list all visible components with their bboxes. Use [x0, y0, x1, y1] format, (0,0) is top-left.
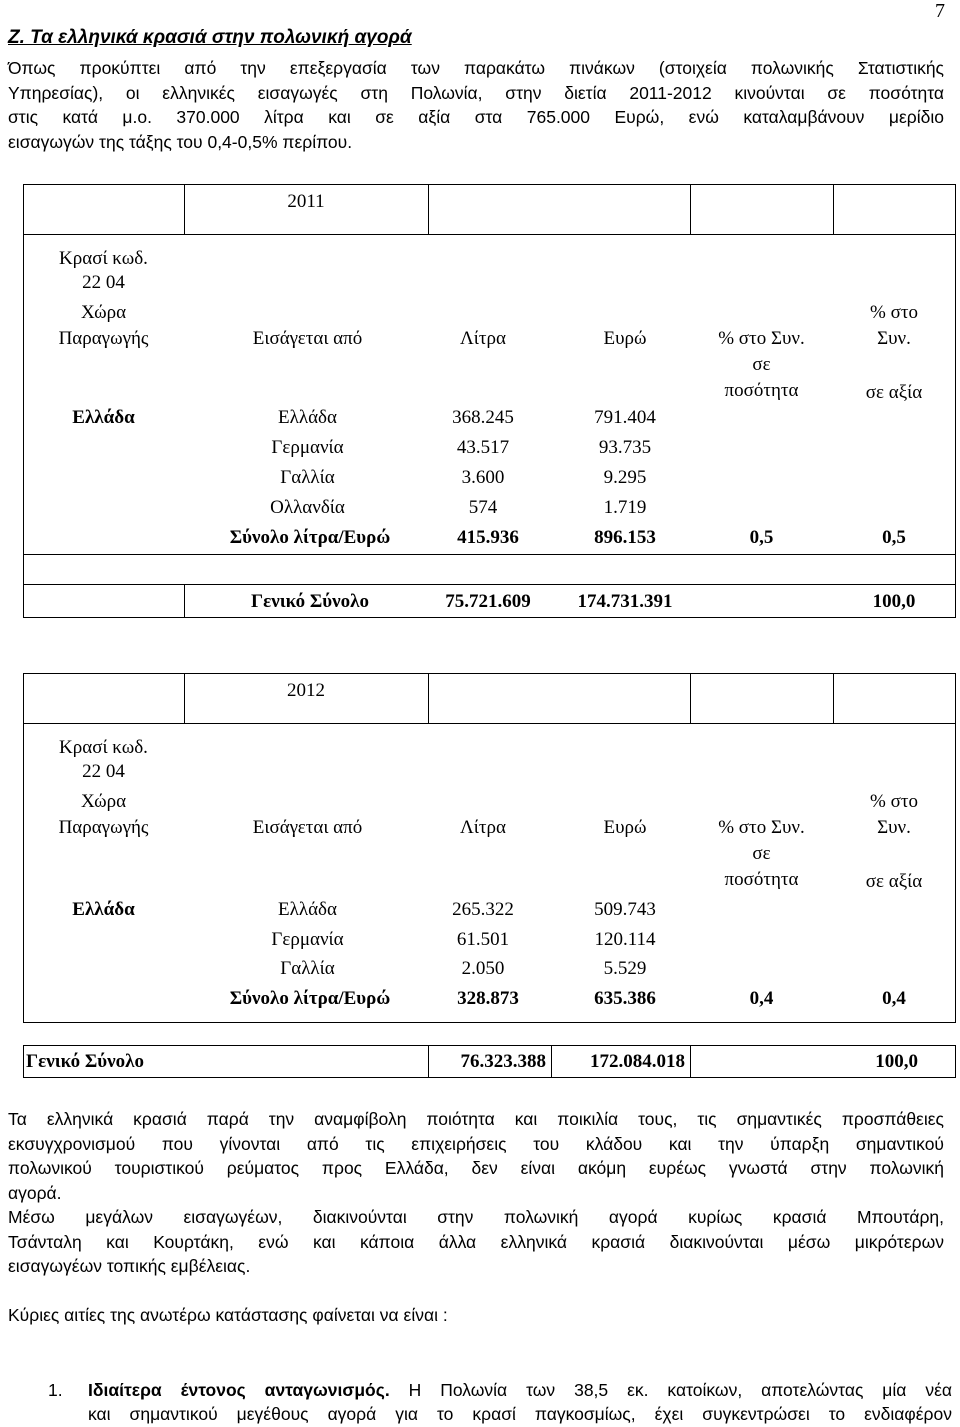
page-number: 7	[935, 0, 945, 22]
country-header: Παραγωγής	[58, 817, 149, 838]
pct-val-header: Συν.	[877, 328, 911, 349]
outro-line: Μέσω μεγάλων εισαγωγέων, διακινούνται στην πολωνική αγορά κυρίως κρασιά Μπουτάρη,	[8, 1207, 944, 1227]
outro-line: εισαγωγέων τοπικής εμβέλειας.	[8, 1256, 251, 1276]
grand-total-litres: 75.721.609	[445, 591, 531, 612]
closing-paragraphs	[8, 1107, 944, 1327]
outro-line: Τσάνταλη και Κουρτάκη, ενώ και κάποια άλλα ελληνικά κρασιά διακινούνται μέσω μικρότερων	[8, 1231, 944, 1252]
wine-code-value: 22 04	[82, 761, 125, 782]
euro-header: Ευρώ	[603, 817, 647, 838]
row-litres: 574	[468, 497, 498, 518]
row-from: Γερμανία	[271, 437, 344, 458]
row-litres: 265.322	[452, 899, 514, 920]
total-pct-val: 0,5	[882, 527, 906, 548]
row-euro: 9.295	[603, 467, 647, 488]
intro-line: Όπως προκύπτει από την επεξεργασία των παρακάτω πινάκων (στοιχεία πολωνικής Στατιστικής	[8, 58, 944, 78]
total-pct-val: 0,4	[882, 988, 906, 1009]
country-header: Χώρα	[80, 791, 127, 812]
pct-qty-header: σε	[752, 354, 771, 375]
pct-val-header: % στο	[870, 302, 918, 323]
total-pct-qty: 0,4	[749, 988, 774, 1009]
row-euro: 791.404	[594, 407, 656, 428]
total-euro: 896.153	[594, 527, 656, 548]
grand-total-pct: 100,0	[875, 1051, 918, 1072]
list-number: 1.	[48, 1380, 63, 1400]
wine-code-label: Κρασί κωδ.	[59, 248, 148, 269]
euro-header: Ευρώ	[603, 328, 647, 349]
list-rest: Η Πολωνία των 38,5 εκ. κατοίκων, αποτελώντας μία νέα	[389, 1380, 952, 1400]
pct-qty-header: ποσότητα	[724, 380, 799, 401]
litres-header: Λίτρα	[460, 817, 506, 838]
outro-line: αγορά.	[8, 1182, 62, 1203]
table-year: 2011	[287, 191, 325, 212]
row-litres: 61.501	[456, 929, 510, 950]
row-euro: 93.735	[598, 437, 652, 458]
litres-header: Λίτρα	[460, 328, 506, 349]
total-euro: 635.386	[594, 988, 656, 1009]
total-label: Σύνολο λίτρα/Ευρώ	[229, 527, 391, 548]
total-litres: 415.936	[457, 527, 519, 548]
country-header: Παραγωγής	[58, 328, 149, 349]
imported-from-header: Εισάγεται από	[252, 328, 363, 349]
country-cell: Ελλάδα	[72, 407, 135, 428]
intro-line: εισαγωγών της τάξης του 0,4-0,5% περίπου.	[8, 131, 353, 152]
pct-qty-header: % στο Συν.	[718, 817, 805, 838]
pct-qty-header: σε	[752, 843, 771, 864]
row-euro: 509.743	[594, 899, 656, 920]
row-from: Ελλάδα	[278, 899, 337, 920]
total-label: Σύνολο λίτρα/Ευρώ	[229, 988, 391, 1009]
total-pct-qty: 0,5	[749, 527, 774, 548]
row-from: Ολλανδία	[270, 497, 345, 518]
row-litres: 3.600	[461, 467, 505, 488]
row-euro: 5.529	[603, 958, 647, 979]
pct-val-header: % στο	[870, 791, 918, 812]
pct-qty-header: ποσότητα	[724, 869, 799, 890]
outro-line: Τα ελληνικά κρασιά παρά την αναμφίβολη ποιότητα και ποικιλία τους, τις σημαντικές προσπάθειες	[8, 1109, 944, 1129]
row-euro: 120.114	[594, 929, 656, 950]
row-from: Γαλλία	[280, 958, 335, 979]
list-bold: Ιδιαίτερα έντονος ανταγωνισμός.	[88, 1380, 390, 1400]
pct-val-header: Συν.	[877, 817, 911, 838]
country-cell: Ελλάδα	[72, 899, 135, 920]
wine-code-label: Κρασί κωδ.	[59, 737, 148, 758]
pct-qty-header: % στο Συν.	[718, 328, 805, 349]
pct-val-header: σε αξία	[865, 871, 923, 892]
outro-line: εκσυγχρονισμού που γίνονται από τις επιχειρήσεις του κλάδου και την ύπαρξη σημαντικού	[8, 1133, 944, 1154]
intro-paragraph	[8, 56, 944, 154]
list-text-line2: και σημαντικού μεγέθους αγορά για το κρασί παγκοσμίως, έχει συγκεντρώσει το ενδιαφέρον	[88, 1404, 952, 1424]
table-year: 2012	[287, 680, 325, 701]
grand-total-euro: 172.084.018	[590, 1051, 685, 1072]
causes-intro: Κύριες αιτίες της ανωτέρω κατάστασης φαίνεται να είναι :	[8, 1304, 448, 1325]
intro-line: Υπηρεσίας), οι ελληνικές εισαγωγές στη Πολωνία, στην διετία 2011-2012 κινούνται σε ποσότητα	[8, 82, 944, 103]
wine-code-value: 22 04	[82, 272, 125, 293]
row-litres: 43.517	[456, 437, 510, 458]
grand-total-litres: 76.323.388	[460, 1051, 546, 1072]
list-text	[88, 1378, 952, 1403]
total-litres: 328.873	[457, 988, 519, 1009]
row-litres: 368.245	[452, 407, 514, 428]
row-from: Γερμανία	[271, 929, 344, 950]
grand-total-label: Γενικό Σύνολο	[251, 591, 369, 612]
outro-line: πολωνικού τουριστικού ρεύματος προς Ελλάδα, δεν είναι ακόμη ευρέως γνωστά στην πολωνική	[8, 1158, 944, 1178]
country-header: Χώρα	[80, 302, 127, 323]
imported-from-header: Εισάγεται από	[252, 817, 363, 838]
pct-val-header: σε αξία	[865, 382, 923, 403]
grand-total-pct: 100,0	[872, 591, 916, 612]
row-from: Ελλάδα	[278, 407, 337, 428]
grand-total-euro: 174.731.391	[577, 591, 673, 612]
grand-total-label: Γενικό Σύνολο	[26, 1051, 144, 1072]
section-heading: Ζ. Τα ελληνικά κρασιά στην πολωνική αγορά	[8, 27, 412, 48]
row-from: Γαλλία	[280, 467, 335, 488]
intro-line: στις κατά μ.ο. 370.000 λίτρα και σε αξία στα 765.000 Ευρώ, ενώ καταλαμβάνουν μερίδιο	[8, 107, 944, 127]
row-euro: 1.719	[603, 497, 647, 518]
row-litres: 2.050	[461, 958, 505, 979]
